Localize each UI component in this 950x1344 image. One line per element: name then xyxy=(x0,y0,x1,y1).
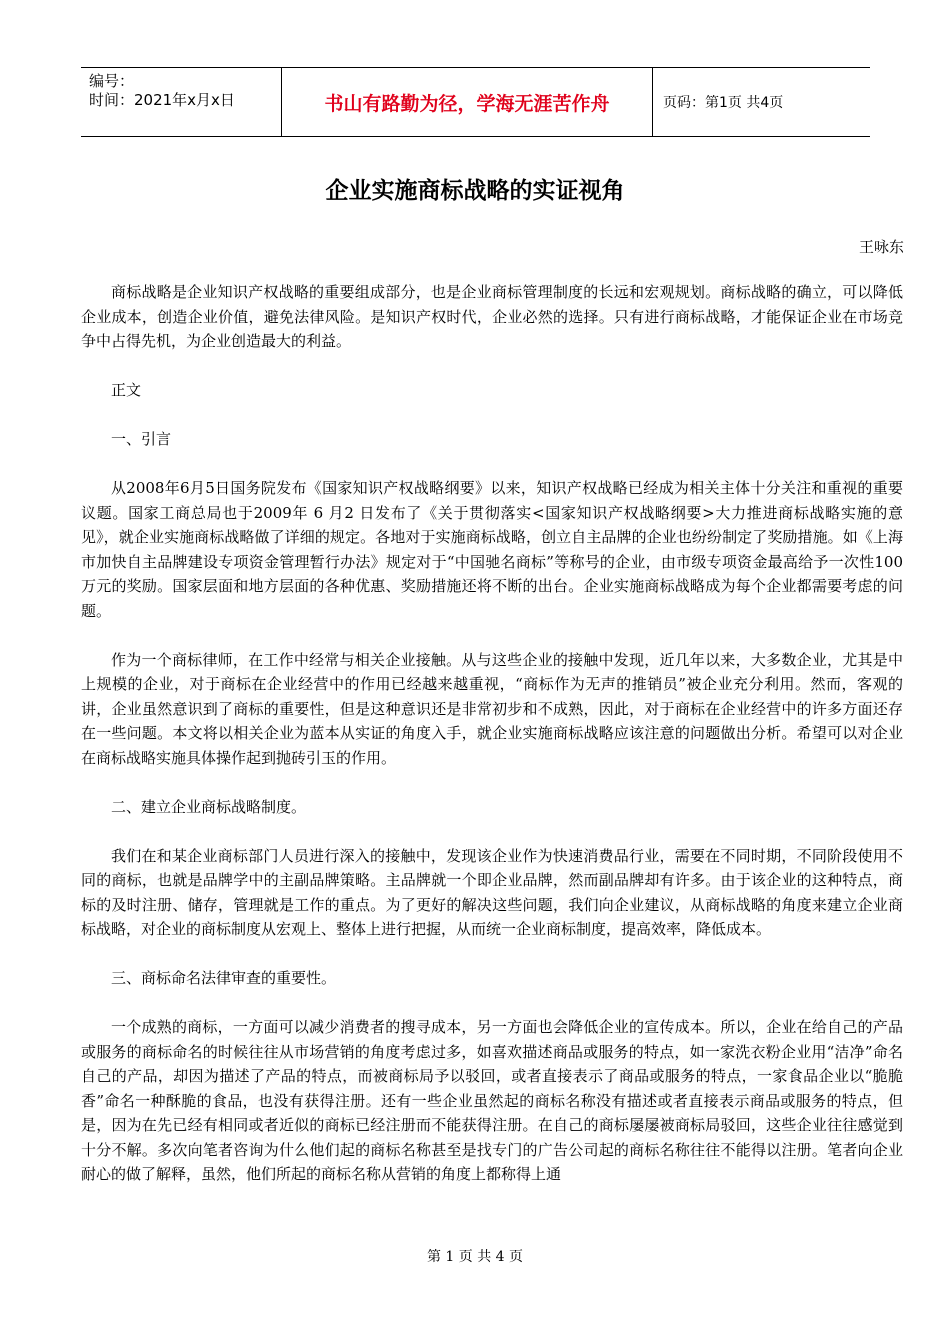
paragraph: 我们在和某企业商标部门人员进行深入的接触中，发现该企业作为快速消费品行业，需要在不同时期，不同阶段使用不同的商标，也就是品牌学中的主副品牌策略。主品牌就一个即企业品牌，然而副品牌却有许多。由于该企业的这种特点，商标的及时注册、储存，管理就是工作的重点。为了更好的解决这些问题，我们向企业建议，从商标战略的角度来建立企业商标战略，对企业的商标制度从宏观上、整体上进行把握，从而统一企业商标制度，提高效率，降低成本。 xyxy=(81,846,903,938)
paragraph: 一个成熟的商标，一方面可以减少消费者的搜寻成本，另一方面也会降低企业的宣传成本。所以，企业在给自己的产品或服务的商标命名的时候往往从市场营销的角度考虑过多，如喜欢描述商品或服务的特点，如一家洗衣粉企业用“洁净”命名自己的产品，却因为描述了产品的特点，而被商标局予以驳回，或者直接表示了商品或服务的特点，一家食品企业以“脆脆香”命名一种酥脆的食品，也没有获得注册。还有一些企业虽然起的商标名称没有描述或者直接表示商品或服务的特点，但是，因为在先已经有相同或者近似的商标已经注册而不能获得注册。在自己的商标屡屡被商标局驳回，这些企业往往感觉到十分不解。多次向笔者咨询为什么他们起的商标名称甚至是找专门的广告公司起的商标名称往往不能得以注册。笔者向企业耐心的做了解释，虽然，他们所起的商标名称从营销的角度上都称得上通 xyxy=(81,1018,903,1183)
page-footer: 第 1 页 共 4 页 xyxy=(426,1249,524,1265)
section-heading-strategy-system: 二、建立企业商标战略制度。 xyxy=(111,797,307,816)
paragraph: 从2008年6月5日国务院发布《国家知识产权战略纲要》以来，知识产权战略已经成为相关主体十分关注和重视的重要议题。国家工商总局也于2009年 6 月2 日发布了《关于贯彻落实<国家知识产权战略纲要>大力推进商标战略实施的意见》，就企业实施商标战略做了详细的规定。各地对于实施商标战略，创立自主品牌的企业也纷纷制定了奖励措施。如《上海市加快自主品牌建设专项资金管理暂行办法》规定对于“中国驰名商标”等称号的企业，由市级专项资金最高给予一次性100万元的奖励。国家层面和地方层面的各种优惠、奖励措施还将不断的出台。企业实施商标战略成为每个企业都需要考虑的问题。 xyxy=(81,479,903,620)
document-title: 企业实施商标战略的实证视角 xyxy=(325,177,625,204)
paragraph: 作为一个商标律师，在工作中经常与相关企业接触。从与这些企业的接触中发现，近几年以来，大多数企业，尤其是中上规模的企业，对于商标在企业经营中的作用已经越来越重视，“商标作为无声的推销员”被企业充分利用。然而，客观的讲，企业虽然意识到了商标的重要性，但是这种意识还是非常初步和不成熟，因此，对于商标在企业经营中的许多方面还存在一些问题。本文将以相关企业为蓝本从实证的角度入手，就企业实施商标战略应该注意的问题做出分析。希望可以对企业在商标战略实施具体操作起到抛砖引玉的作用。 xyxy=(81,650,903,767)
document-body xyxy=(81,280,903,1211)
section-heading-naming-review: 三、商标命名法律审查的重要性。 xyxy=(111,969,337,987)
header-motto: 书山有路勤为径，学海无涯苦作舟 xyxy=(281,68,653,136)
document-author: 王咏东 xyxy=(858,238,904,256)
header-table xyxy=(81,67,870,137)
header-meta-cell xyxy=(81,68,281,136)
paragraph-abstract: 商标战略是企业知识产权战略的重要组成部分，也是企业商标管理制度的长远和宏观规划。商标战略的确立，可以降低企业成本，创造企业价值，避免法律风险。是知识产权时代，企业必然的选择。只有进行商标战略，才能保证企业在市场竞争中占得先机，为企业创造最大的利益。 xyxy=(81,283,903,350)
paragraph-body-label: 正文 xyxy=(111,381,142,399)
document-number-label: 编号： xyxy=(89,72,135,90)
section-heading-introduction: 一、引言 xyxy=(111,430,172,448)
document-time-label: 时间：2021年x月x日 xyxy=(89,91,235,109)
header-page-info: 页码：第1页 共4页 xyxy=(663,95,784,111)
